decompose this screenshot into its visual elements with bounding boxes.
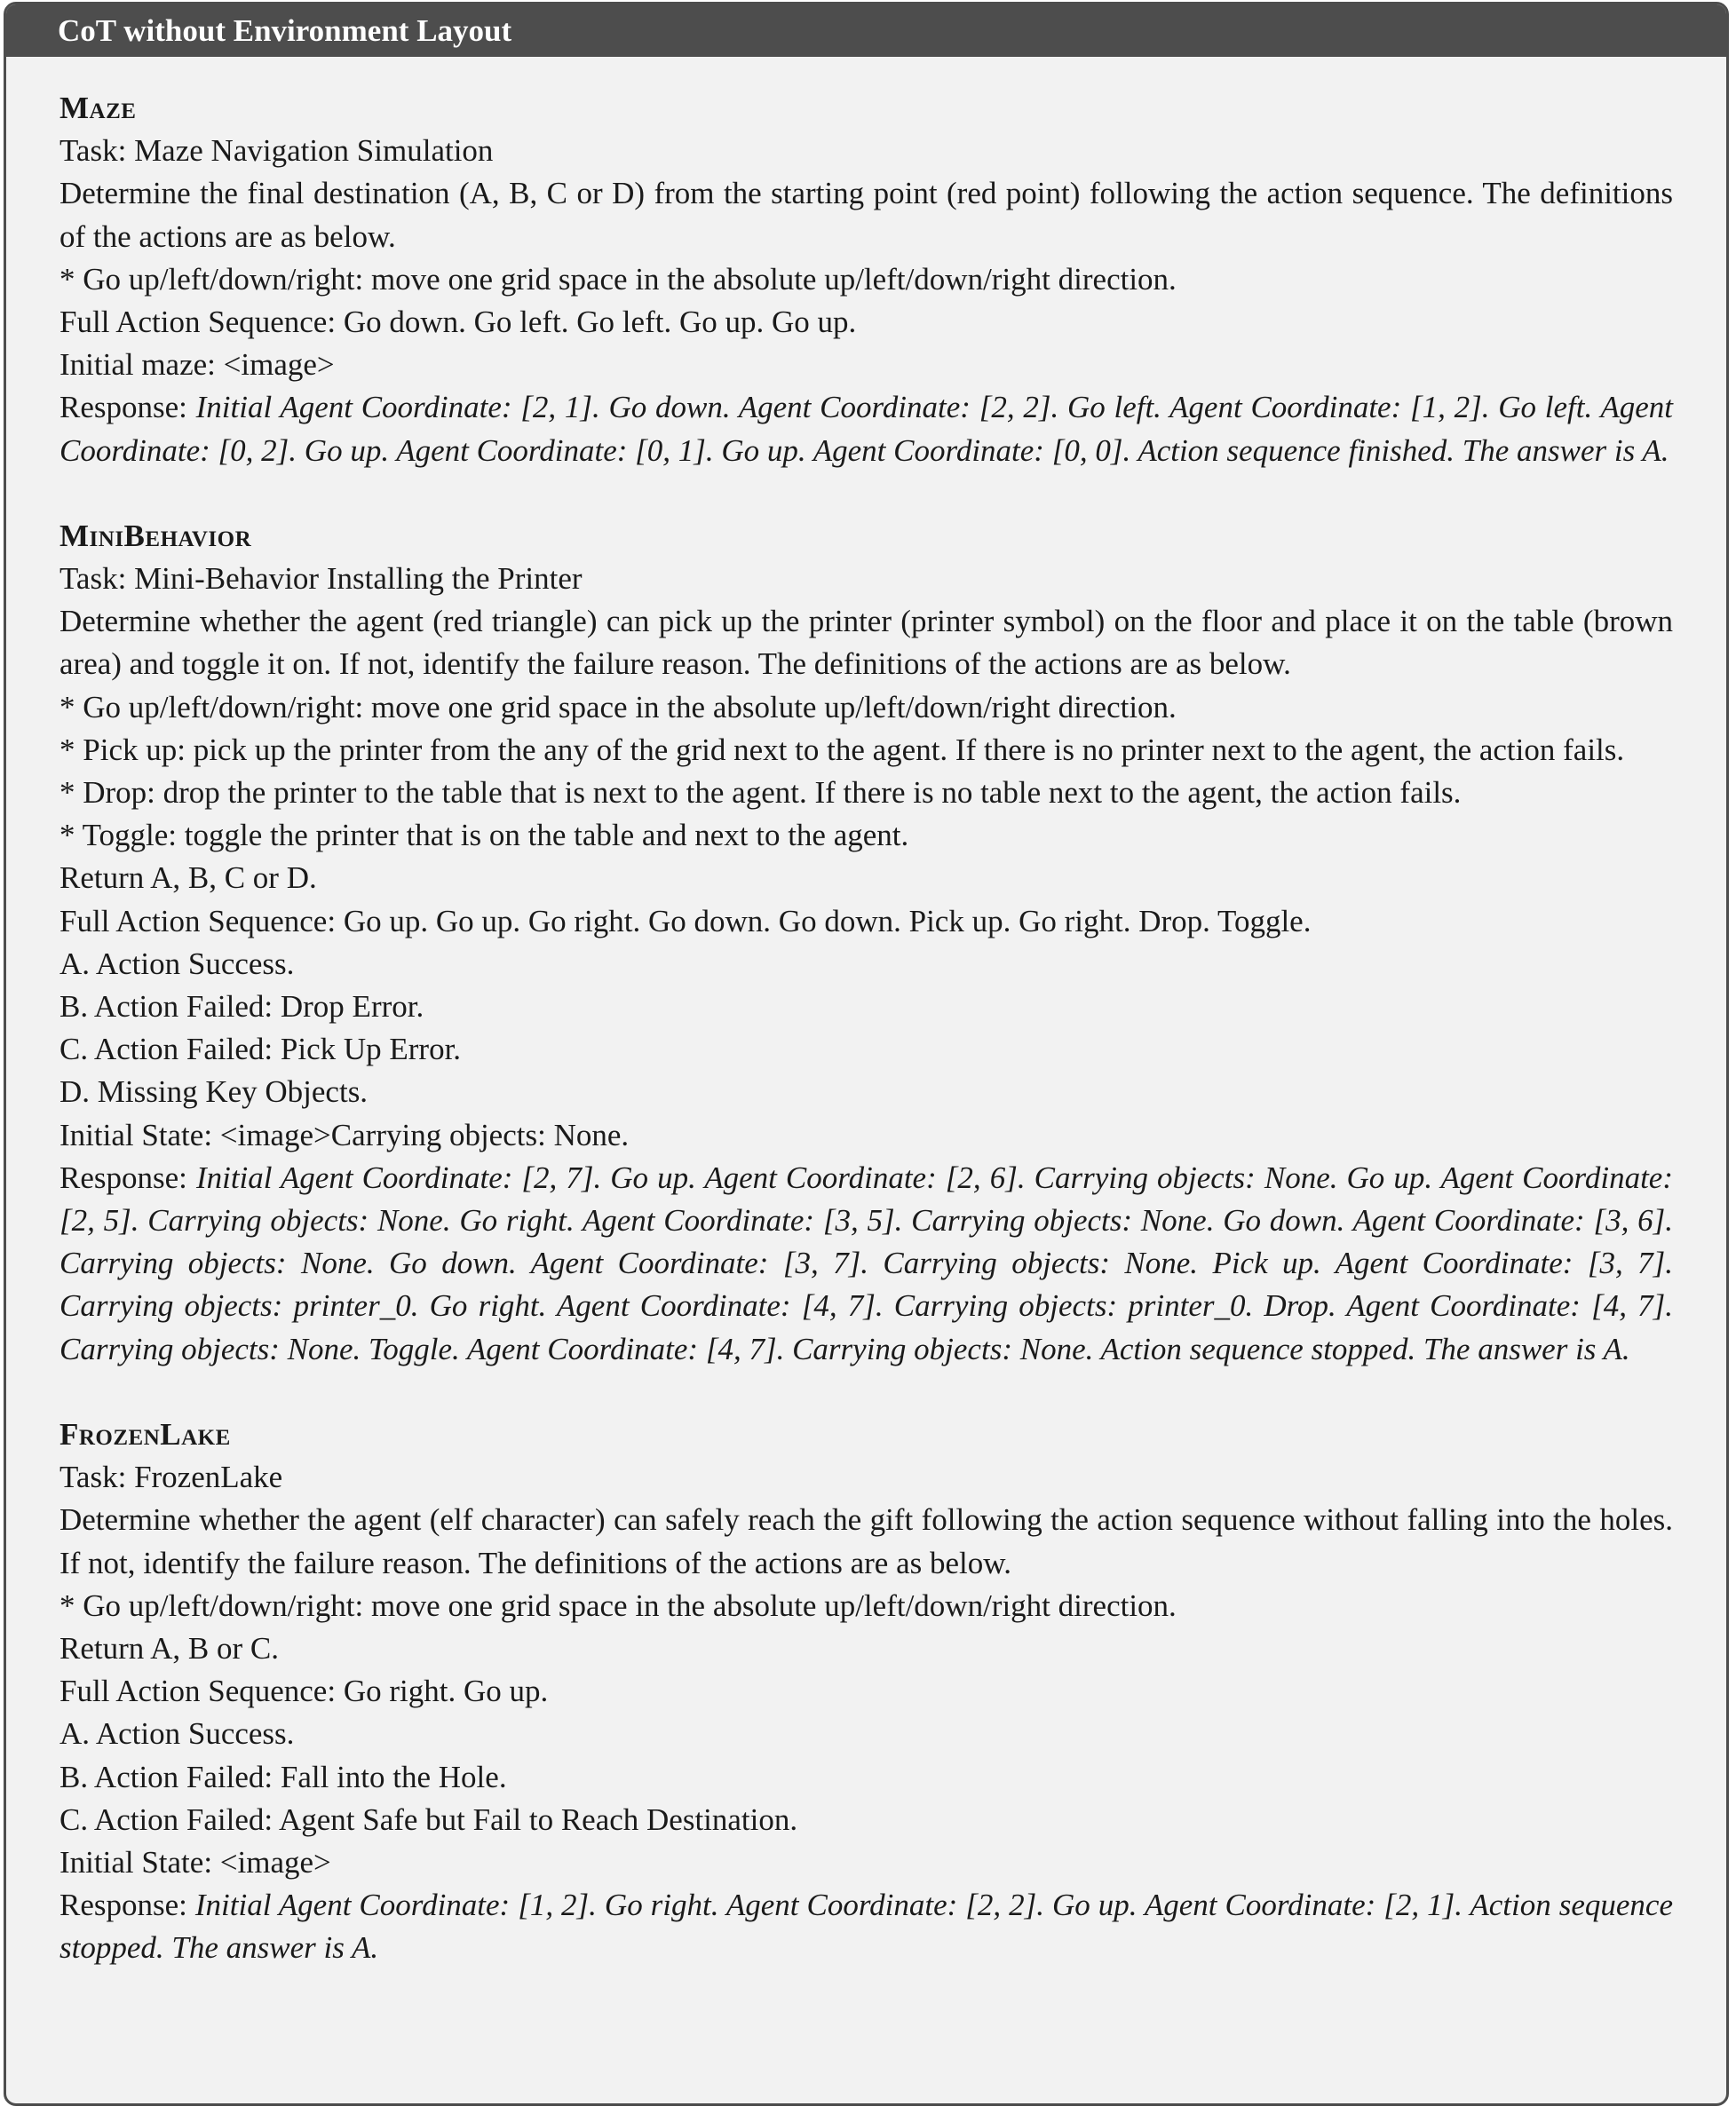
response bbox=[59, 1884, 1673, 1969]
box-title: CoT without Environment Layout bbox=[6, 4, 1726, 57]
section-frozenlake bbox=[59, 1413, 1673, 1970]
text-line: A. Action Success. bbox=[59, 1716, 295, 1752]
response-label: Response: bbox=[59, 1888, 195, 1923]
response-label: Response: bbox=[59, 1160, 196, 1195]
text-line: Full Action Sequence: Go up. Go up. Go right. Go down. Go down. Pick up. Go right. Drop. Toggle. bbox=[59, 903, 1312, 938]
text-line: * Drop: drop the printer to the table that is next to the agent. If there is no table next to the agent, the action fails. bbox=[59, 775, 1462, 811]
text-line: * Go up/left/down/right: move one grid space in the absolute up/left/down/right direction. bbox=[59, 1587, 1177, 1623]
response-text: Initial Agent Coordinate: [2, 7]. Go up. Agent Coordinate: [2, 6]. Carrying objects: None. Go up. Agent Coordinate: [2, 5]. Carrying objects: None. Go right. Agent Coordinate: [3, 5]. Carrying objects: None. Go down. Agent Coordinate: [3, 6]. Carrying objects: None. Go down. Agent Coordinate: [3, 7]. Carrying objects: None. Pick up. Agent Coordinate: [3, 7]. Carrying objects: printer_0. Go right. Agent Coordinate: [4, 7]. Carrying objects: printer_0. Drop. Agent Coordinate: [4, 7]. Carrying objects: None. Toggle. Agent Coordinate: [4, 7]. Carrying objects: None. Action sequence stopped. The answer is A. bbox=[59, 1160, 1673, 1366]
text-line: Full Action Sequence: Go down. Go left. Go left. Go up. Go up. bbox=[59, 305, 857, 340]
text-line: Return A, B, C or D. bbox=[59, 860, 317, 896]
text-line: B. Action Failed: Drop Error. bbox=[59, 989, 424, 1025]
text-line: Initial State: <image>Carrying objects: None. bbox=[59, 1117, 630, 1152]
text-line: B. Action Failed: Fall into the Hole. bbox=[59, 1759, 507, 1794]
text-line: Return A, B or C. bbox=[59, 1630, 279, 1666]
prompt-box bbox=[4, 2, 1729, 2106]
text-line: Determine the final destination (A, B, C or D) from the starting point (red point) following the action sequence. The definitions of the actions are as below. bbox=[59, 176, 1673, 254]
text-line: * Toggle: toggle the printer that is on the table and next to the agent. bbox=[59, 818, 909, 853]
response-label: Response: bbox=[59, 390, 196, 425]
text-line: Initial State: <image> bbox=[59, 1844, 331, 1880]
text-line: C. Action Failed: Agent Safe but Fail to Reach Destination. bbox=[59, 1801, 798, 1837]
text-line: Determine whether the agent (red triangle) can pick up the printer (printer symbol) on the floor and place it on the table (brown area) and toggle it on. If not, identify the failure reason. The definitions of the actions are as below. bbox=[59, 604, 1673, 682]
response-text: Initial Agent Coordinate: [2, 1]. Go down. Agent Coordinate: [2, 2]. Go left. Agent Coordinate: [1, 2]. Go left. Agent Coordinate: [0, 2]. Go up. Agent Coordinate: [0, 1]. Go up. Agent Coordinate: [0, 0]. Action sequence finished. The answer is A. bbox=[59, 390, 1673, 468]
text-line: Task: FrozenLake bbox=[59, 1460, 283, 1495]
text-line: * Pick up: pick up the printer from the any of the grid next to the agent. If there is no printer next to the agent, the action fails. bbox=[59, 732, 1625, 767]
text-line: Task: Mini-Behavior Installing the Printer bbox=[59, 561, 583, 597]
text-line: Task: Maze Navigation Simulation bbox=[59, 133, 494, 169]
section-maze bbox=[59, 87, 1673, 472]
response bbox=[59, 1157, 1673, 1371]
text-line: A. Action Success. bbox=[59, 946, 295, 981]
section-title: FrozenLake bbox=[59, 1416, 231, 1452]
text-line: Initial maze: <image> bbox=[59, 347, 335, 383]
text-line: C. Action Failed: Pick Up Error. bbox=[59, 1032, 462, 1067]
section-title: MiniBehavior bbox=[59, 518, 252, 553]
text-line: * Go up/left/down/right: move one grid space in the absolute up/left/down/right direction. bbox=[59, 689, 1177, 724]
text-line: * Go up/left/down/right: move one grid space in the absolute up/left/down/right direction. bbox=[59, 261, 1177, 297]
response bbox=[59, 386, 1673, 471]
text-line: Full Action Sequence: Go right. Go up. bbox=[59, 1674, 549, 1709]
section-minibehavior bbox=[59, 515, 1673, 1371]
text-line: D. Missing Key Objects. bbox=[59, 1074, 369, 1110]
text-line: Determine whether the agent (elf character) can safely reach the gift following the action sequence without falling into the holes. If not, identify the failure reason. The definitions of the actions are as below. bbox=[59, 1502, 1673, 1580]
response-text: Initial Agent Coordinate: [1, 2]. Go right. Agent Coordinate: [2, 2]. Go up. Agent Coordinate: [2, 1]. Action sequence stopped. The answer is A. bbox=[59, 1888, 1673, 1966]
section-title: Maze bbox=[59, 91, 137, 125]
box-body bbox=[6, 57, 1726, 1970]
